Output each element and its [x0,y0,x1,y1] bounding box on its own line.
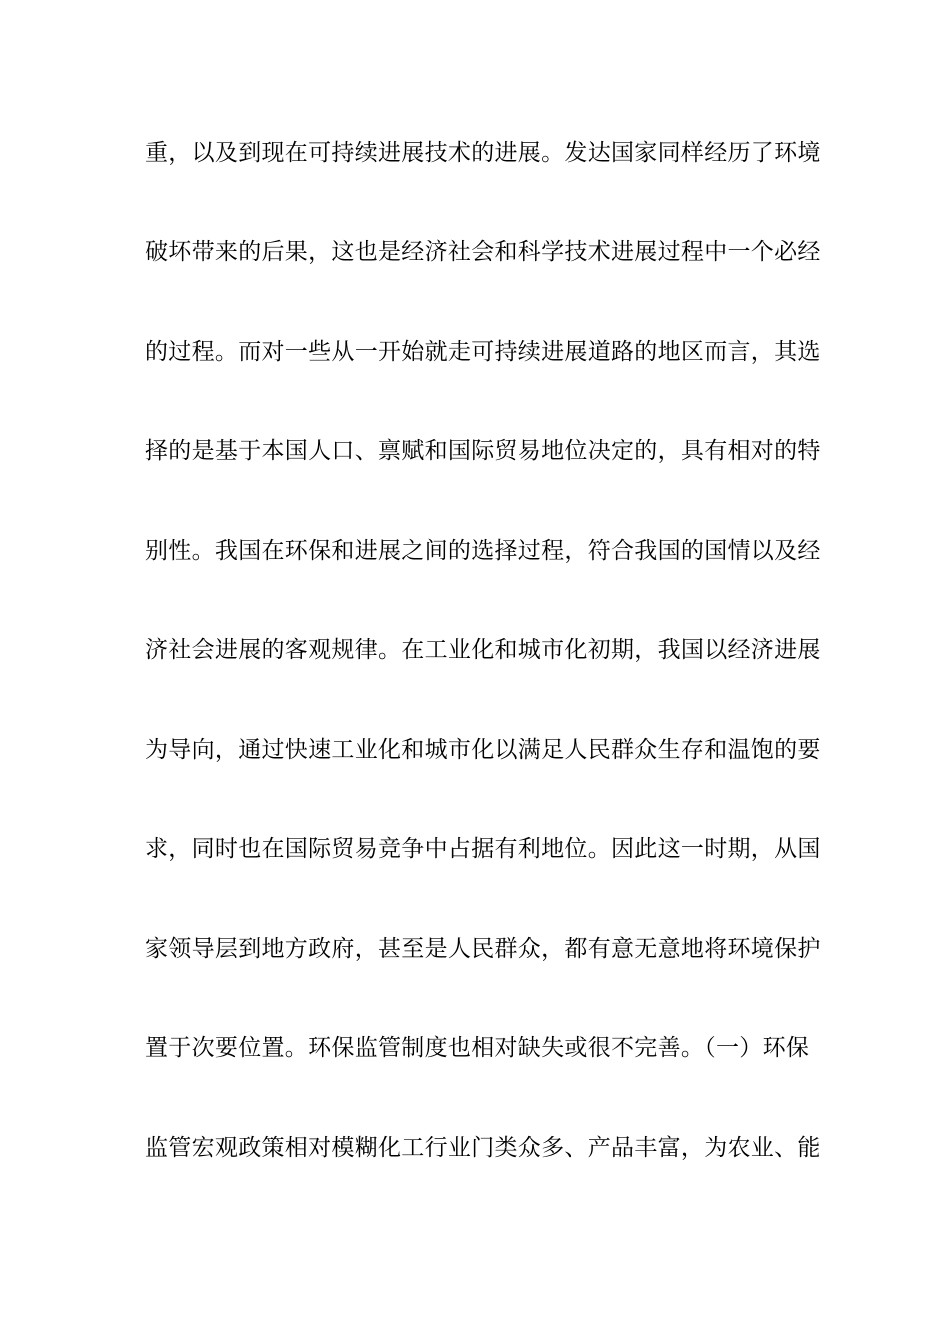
text-line: 置于次要位置。环保监管制度也相对缺失或很不完善。（一）环保 [145,1035,810,1061]
text-line: 求，同时也在国际贸易竞争中占据有利地位。因此这一时期，从国 [145,836,821,862]
text-line: 的过程。而对一些从一开始就走可持续进展道路的地区而言，其选 [145,339,821,365]
text-line: 监管宏观政策相对模糊化工行业门类众多、产品丰富，为农业、能 [145,1135,821,1161]
text-line: 重，以及到现在可持续进展技术的进展。发达国家同样经历了环境 [145,140,821,166]
text-line: 济社会进展的客观规律。在工业化和城市化初期，我国以经济进展 [145,637,821,663]
text-line: 别性。我国在环保和进展之间的选择过程，符合我国的国情以及经 [145,538,821,564]
text-line: 为导向，通过快速工业化和城市化以满足人民群众生存和温饱的要 [145,737,821,763]
text-line: 家领导层到地方政府，甚至是人民群众，都有意无意地将环境保护 [145,936,821,962]
text-line: 择的是基于本国人口、禀赋和国际贸易地位决定的，具有相对的特 [145,438,821,464]
text-line: 破坏带来的后果，这也是经济社会和科学技术进展过程中一个必经 [145,239,821,265]
